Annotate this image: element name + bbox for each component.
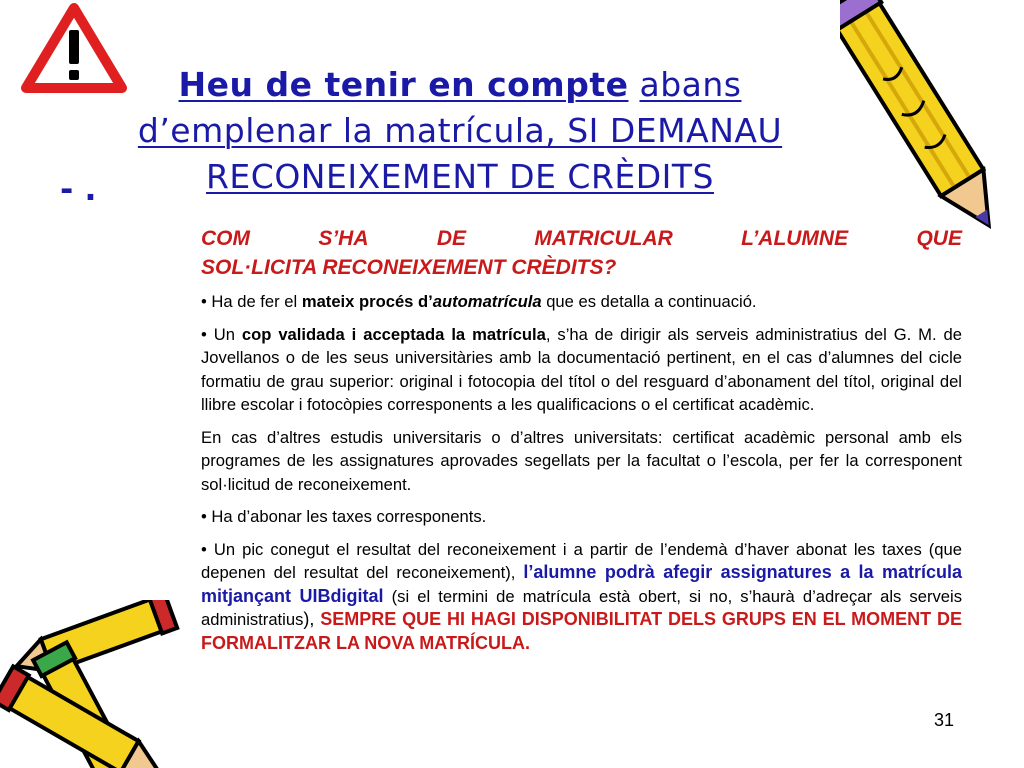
p5-blue-emphasis: l’alumne podrà afegir assignatures a la matrícula mitjançant UIBdigital (201, 562, 962, 606)
p1-bold: mateix procés d’ (301, 292, 433, 311)
heading-word: COM (201, 227, 250, 250)
page-title (40, 62, 880, 200)
content-block (201, 224, 962, 664)
p5-paren: ), (303, 609, 321, 629)
page-number: 31 (934, 710, 955, 730)
heading-line-2: SOL·LICITA RECONEIXEMENT CRÈDITS? (201, 256, 617, 279)
p5-text-mid: (si el termini de matrícula està obert, si no, s’haurà d’adreçar als serveis administratius (201, 586, 962, 629)
heading-word: S’HA (318, 227, 369, 250)
heading-word: DE (436, 227, 467, 250)
title-part-rest: abans (639, 65, 742, 104)
title-line-3: RECONEIXEMENT DE CRÈDITS (206, 157, 714, 196)
p2-text-end: , s’ha de dirigir als serveis administratius del G. M. de Jovellanos o de les seus universitàries amb la documentació pertinent, en el cas d’alumnes del cicle formatiu de grau superior: original i fotocopia del títol o del resguard d’abonament del títol, original del llibre escolar i fotocòpies corresponents a les qualificacions o el certificat acadèmic. (201, 324, 962, 414)
heading-word: QUE (916, 227, 962, 250)
paragraph-2 (201, 323, 962, 417)
p1-text-end: que es detalla a continuació. (541, 292, 757, 311)
p1-italic: automatrícula (432, 292, 542, 311)
p1-text: • Ha de fer el (201, 292, 302, 311)
paragraph-3: En cas d’altres estudis universitaris o d’altres universitats: certificat acadèmic personal amb els programes de les assignatures aprovades segellats per la facultat o l’escola, per fer la corresponent sol·licitud de reconeixement. (201, 427, 962, 494)
p5-text: • Un pic conegut el resultat del reconeixement i a partir de l’endemà d’haver abonat les taxes (que depenen del resultat del reconeixement), (201, 539, 962, 582)
title-line-2: d’emplenar la matrícula, SI DEMANAU (137, 111, 783, 150)
heading-word: L’ALUMNE (741, 227, 849, 250)
pencils-icon (0, 600, 210, 768)
paragraph-5 (201, 538, 962, 656)
heading-word: MATRICULAR (534, 227, 673, 250)
p2-bold: cop validada i acceptada la matrícula (241, 324, 546, 344)
paragraph-1 (201, 290, 962, 314)
p5-red-emphasis: SEMPRE QUE HI HAGI DISPONIBILITAT DELS GRUPS EN EL MOMENT DE FORMALITZAR LA NOVA MATRÍCULA. (201, 609, 962, 653)
title-part-emphasis: Heu de tenir en compte (178, 65, 629, 104)
p2-text: • Un (201, 324, 242, 344)
paragraph-4: • Ha d’abonar les taxes corresponents. (201, 507, 487, 526)
dash-marks: - . (60, 170, 97, 208)
section-heading (201, 224, 962, 282)
